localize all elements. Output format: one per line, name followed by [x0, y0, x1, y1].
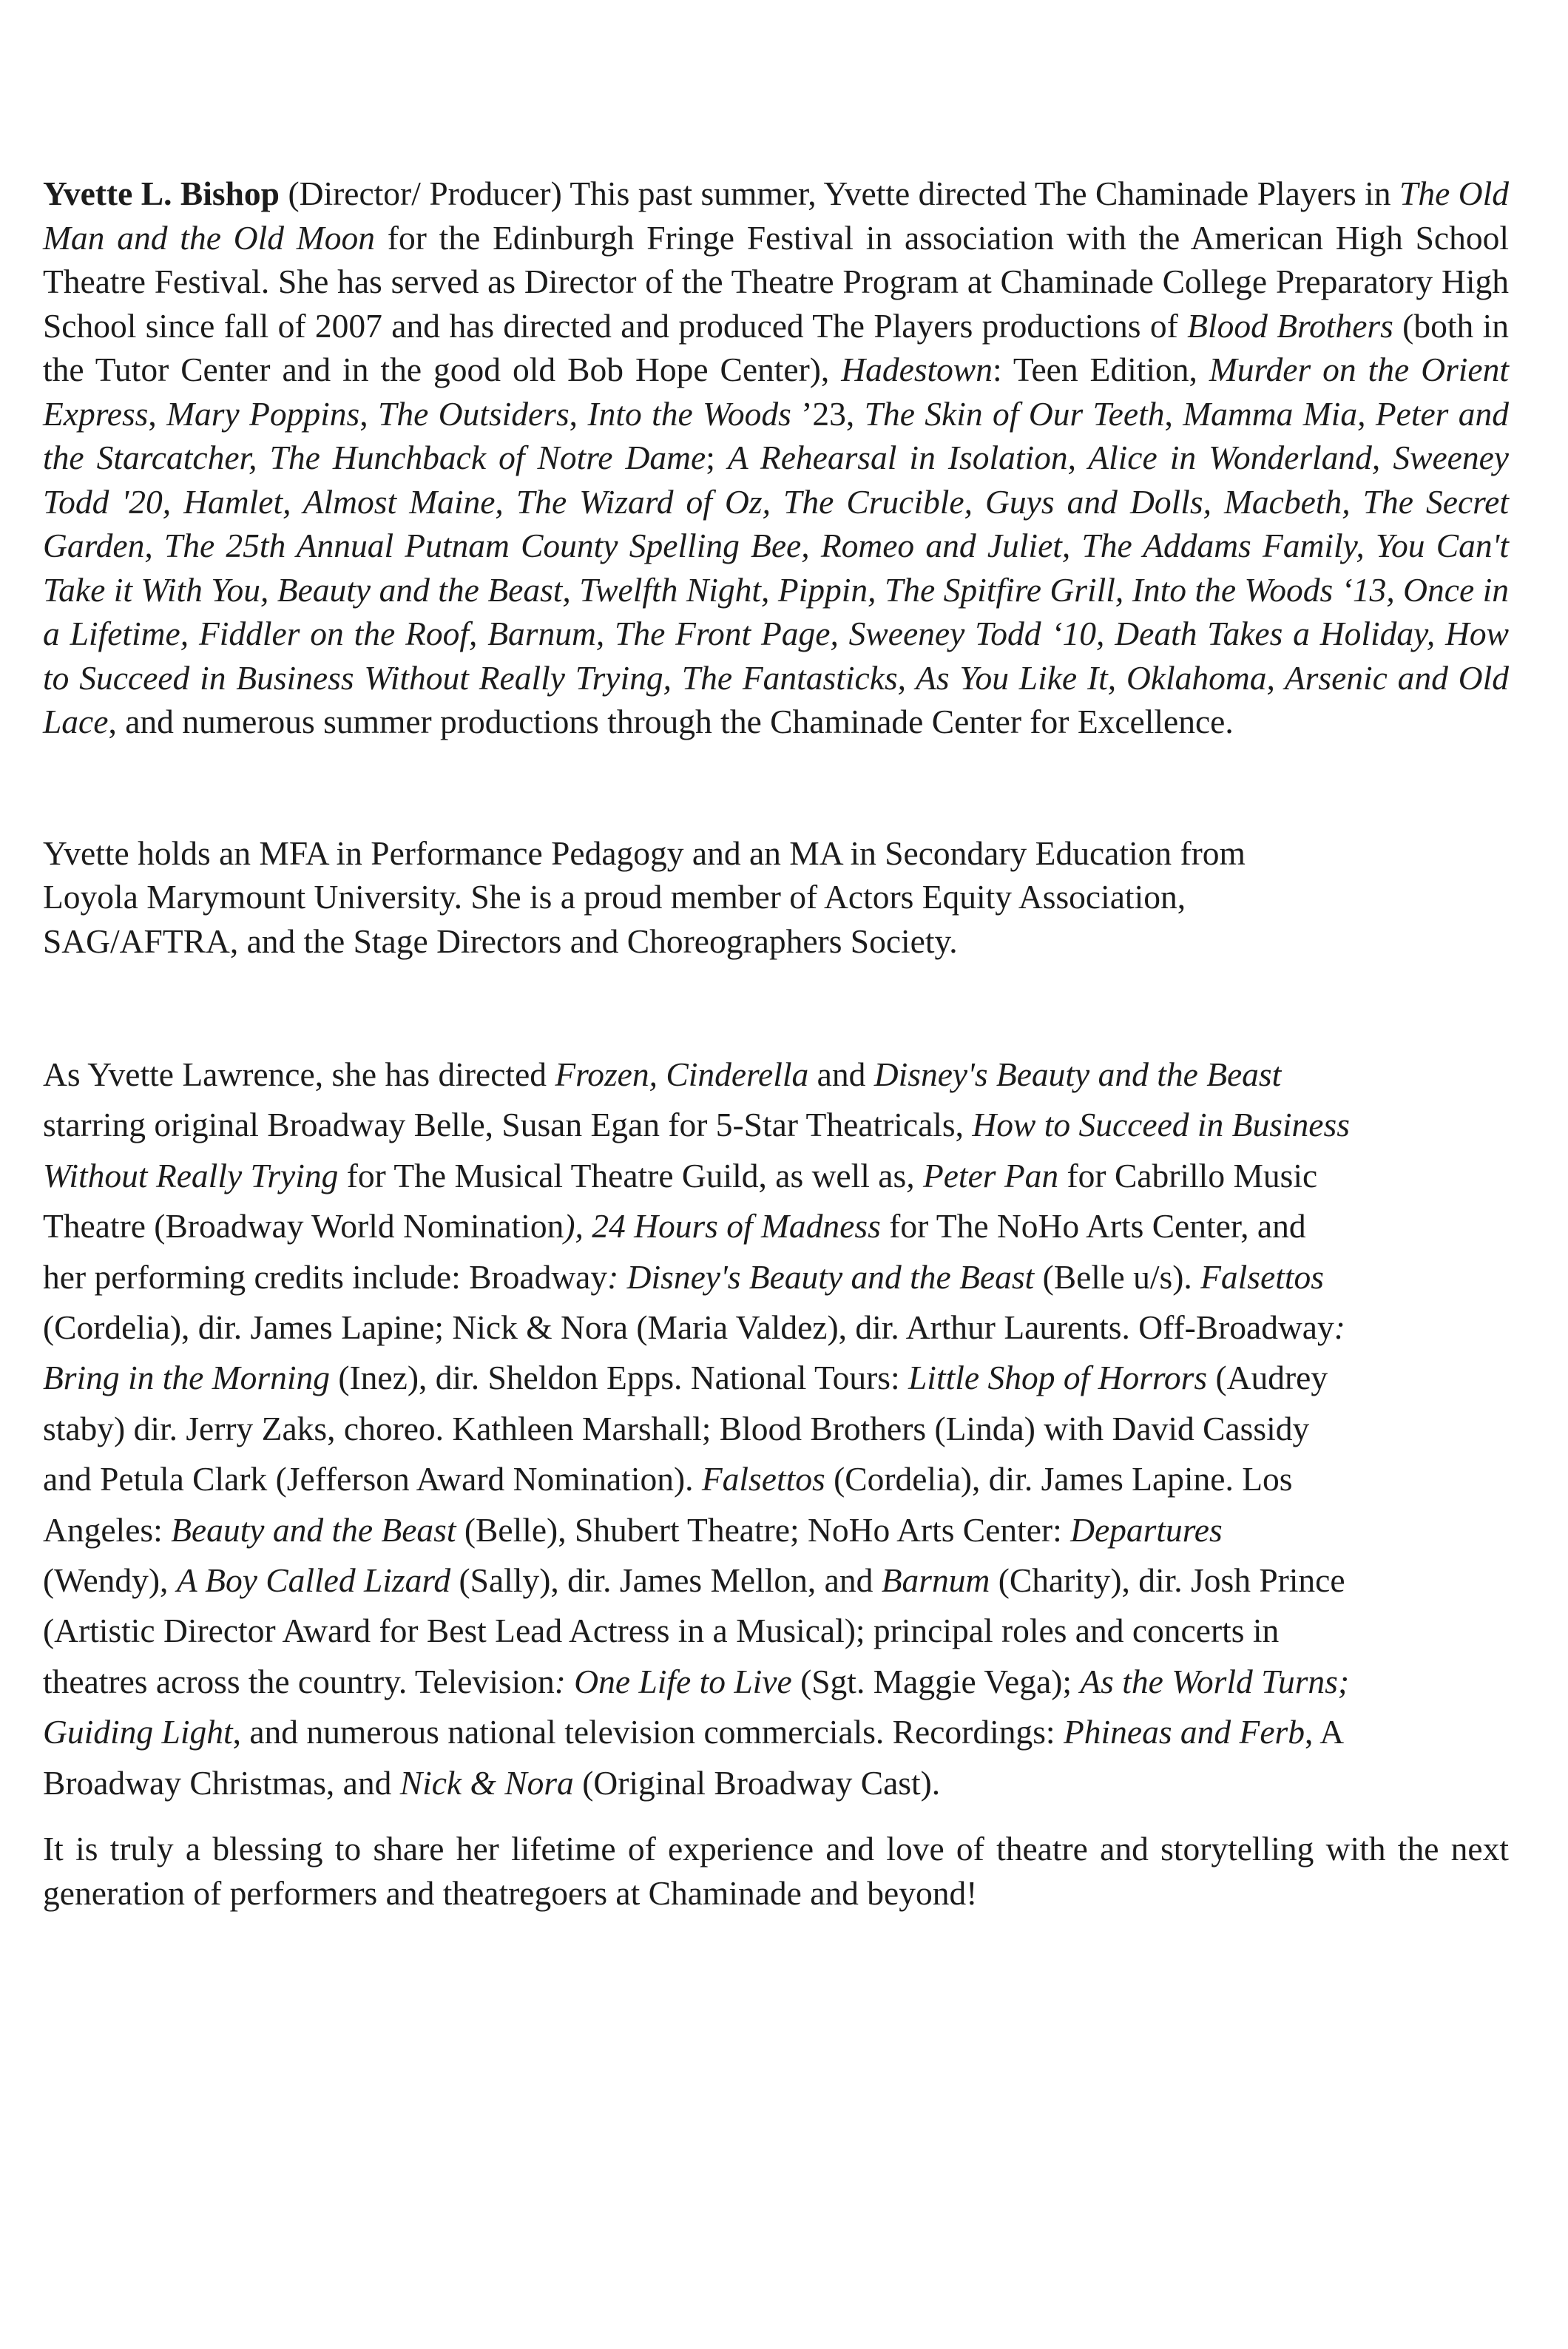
bold-name-text: Yvette L. Bishop	[43, 175, 280, 212]
document-page	[43, 172, 1509, 1915]
italic-title-text: Nick & Nora	[399, 1763, 574, 1802]
italic-title-text: ), 24 Hours of Madness	[564, 1207, 881, 1246]
italic-title-text: Falsettos	[701, 1460, 825, 1498]
italic-title-text: The Old Man and the Old Moon	[43, 175, 1510, 257]
bio-paragraph-education: Yvette holds an MFA in Performance Pedagogy and an MA in Secondary Education from Loyola Marymount University. She is a proud member of Actors Equity Association, SAG/AFTRA, and the Stage Directors and Choreographers Society.	[43, 834, 1246, 960]
italic-title-text: Little Shop of Horrors	[908, 1359, 1208, 1397]
bio-paragraph-closing: It is truly a blessing to share her lifetime of experience and love of theatre and storytelling with the next generation of performers and theatregoers at Chaminade and beyond!	[43, 1830, 1509, 1912]
italic-title-text: : One Life to Live	[554, 1662, 792, 1700]
italic-title-text: The Outsiders	[378, 394, 570, 433]
italic-title-text: Into the Woods	[587, 394, 791, 433]
italic-title-text: As the World Turns;	[1080, 1662, 1350, 1700]
italic-title-text: Disney's Beauty and the Beast	[873, 1055, 1282, 1093]
italic-title-text: : Disney's Beauty and the Beast	[607, 1257, 1035, 1296]
italic-title-text: Bring in the Morning	[43, 1359, 330, 1397]
italic-title-text: Mary Poppins	[166, 394, 360, 433]
italic-title-text: Mamma Mia, Peter and the Starcatcher, The Hunchback of Notre Dame	[43, 394, 1510, 476]
bio-paragraph-productions: Yvette L. Bishop (Director/ Producer) This past summer, Yvette directed The Chaminade Players in The Old Man and the Old Moon for the Edinburgh Fringe Festival in association with the American High School Theatre Festival. She has served as Director of the Theatre Program at Chaminade College Preparatory High School since fall of 2007 and has directed and produced The Players productions of Blood Brothers (both in the Tutor Center and in the good old Bob Hope Center), Hadestown: Teen Edition, Murder on the Orient Express, Mary Poppins, The Outsiders, Into the Woods ’23, The Skin of Our Teeth, Mamma Mia, Peter and the Starcatcher, The Hunchback of Notre Dame; A Rehearsal in Isolation, Alice in Wonderland, Sweeney Todd '20, Hamlet, Almost Maine, The Wizard of Oz, The Crucible, Guys and Dolls, Macbeth, The Secret Garden, The 25th Annual Putnam County Spelling Bee, Romeo and Juliet, The Addams Family, You Can't Take it With You, Beauty and the Beast, Twelfth Night, Pippin, The Spitfire Grill, Into the Woods ‘13, Once in a Lifetime, Fiddler on the Roof, Barnum, The Front Page, Sweeney Todd ‘10, Death Takes a Holiday, How to Succeed in Business Without Really Trying, The Fantasticks, As You Like It, Oklahoma, Arsenic and Old Lace, and numerous summer productions through the Chaminade Center for Excellence.	[43, 175, 1510, 740]
italic-title-text: Frozen, Cinderella	[555, 1055, 809, 1093]
italic-title-text: Departures	[1070, 1510, 1223, 1549]
italic-title-text: Falsettos	[1200, 1257, 1324, 1296]
italic-title-text: Barnum	[881, 1561, 990, 1600]
italic-title-text: Blood Brothers	[1187, 306, 1393, 345]
italic-title-text: Beauty and the Beast	[171, 1510, 456, 1549]
italic-title-text: :	[1334, 1308, 1345, 1347]
italic-title-text: Phineas and Ferb	[1063, 1713, 1305, 1751]
italic-title-text: A Boy Called Lizard	[176, 1561, 451, 1600]
italic-title-text: Hadestown	[841, 351, 993, 388]
italic-title-text: Murder on the Orient Express	[43, 351, 1509, 433]
italic-title-text: The Skin of Our Teeth	[864, 394, 1165, 433]
italic-title-text: Without Really Trying	[43, 1156, 339, 1194]
italic-title-text: , Peter Pan	[906, 1156, 1059, 1194]
bio-paragraph-credits: As Yvette Lawrence, she has directed Frozen, Cinderella and Disney's Beauty and the Beast starring original Broadway Belle, Susan Egan for 5-Star Theatricals, How to Succeed in Business Without Really Trying for The Musical Theatre Guild, as well as, Peter Pan for Cabrillo Music Theatre (Broadway World Nomination), 24 Hours of Madness for The NoHo Arts Center, and her performing credits include: Broadway: Disney's Beauty and the Beast (Belle u/s). Falsettos (Cordelia), dir. James Lapine; Nick & Nora (Maria Valdez), dir. Arthur Laurents. Off-Broadway: Bring in the Morning (Inez), dir. Sheldon Epps. National Tours: Little Shop of Horrors (Audrey staby) dir. Jerry Zaks, choreo. Kathleen Marshall; Blood Brothers (Linda) with David Cassidy and Petula Clark (Jefferson Award Nomination). Falsettos (Cordelia), dir. James Lapine. Los Angeles: Beauty and the Beast (Belle), Shubert Theatre; NoHo Arts Center: Departures (Wendy), A Boy Called Lizard (Sally), dir. James Mellon, and Barnum (Charity), dir. Josh Prince (Artistic Director Award for Best Lead Actress in a Musical); principal roles and concerts in theatres across the country. Television: One Life to Live (Sgt. Maggie Vega); As the World Turns; Guiding Light, and numerous national television commercials. Recordings: Phineas and Ferb, A Broadway Christmas, and Nick & Nora (Original Broadway Cast).	[43, 1055, 1350, 1802]
italic-title-text: Guiding Light	[43, 1713, 233, 1751]
italic-title-text: How to Succeed in Business	[972, 1106, 1350, 1144]
italic-title-text: A Rehearsal in Isolation, Alice in Wonderland, Sweeney Todd '20, Hamlet, Almost Maine, The Wizard of Oz, The Crucible, Guys and Dolls, Macbeth, The Secret Garden, The 25th Annual Putnam County Spelling Bee, Romeo and Juliet, The Addams Family, You Can't Take it With You, Beauty and the Beast, Twelfth Night, Pippin, The Spitfire Grill, Into the Woods ‘13, Once in a Lifetime, Fiddler on the Roof, Barnum, The Front Page, Sweeney Todd ‘10, Death Takes a Holiday, How to Succeed in Business Without Really Trying, The Fantasticks, As You Like It, Oklahoma, Arsenic and Old Lace	[43, 439, 1509, 740]
